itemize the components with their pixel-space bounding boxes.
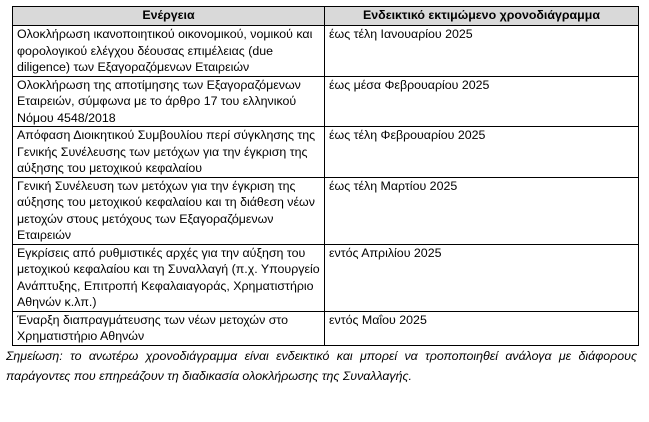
footnote: Σημείωση: το ανωτέρω χρονοδιάγραμμα είναι ενδεικτικό και μπορεί να τροποποιηθεί ανάλογα με διάφορους παράγοντες που επηρεάζουν τη διαδικασία ολοκλήρωσης της Συναλλαγής. <box>6 348 637 383</box>
timeline-cell: έως τέλη Μαρτίου 2025 <box>325 177 639 244</box>
timeline-cell: έως τέλη Ιανουαρίου 2025 <box>325 26 639 77</box>
timeline-table <box>12 6 639 346</box>
table-row <box>13 76 639 127</box>
table-row <box>13 177 639 244</box>
action-cell: Γενική Συνέλευση των μετόχων για την έγκριση της αύξησης του μετοχικού κεφαλαίου και τη διάθεση νέων μετοχών στους μετόχους των Εξαγοραζόμενων Εταιρειών <box>13 177 325 244</box>
timeline-cell: εντός Μαΐου 2025 <box>325 311 639 345</box>
table-row <box>13 311 639 345</box>
action-cell: Απόφαση Διοικητικού Συμβουλίου περί σύγκλησης της Γενικής Συνέλευσης των μετόχων για την έγκριση της αύξησης του μετοχικού κεφαλαίου <box>13 127 325 178</box>
header-timeline: Ενδεικτικό εκτιμώμενο χρονοδιάγραμμα <box>325 7 639 26</box>
table-header-row <box>13 7 639 26</box>
action-cell: Έναρξη διαπραγμάτευσης των νέων μετοχών στο Χρηματιστήριο Αθηνών <box>13 311 325 345</box>
table-row <box>13 244 639 311</box>
timeline-cell: εντός Απριλίου 2025 <box>325 244 639 311</box>
timeline-cell: έως τέλη Φεβρουαρίου 2025 <box>325 127 639 178</box>
header-action: Ενέργεια <box>13 7 325 26</box>
action-cell: Ολοκλήρωση της αποτίμησης των Εξαγοραζόμενων Εταιρειών, σύμφωνα με το άρθρο 17 του ελληνικού Νόμου 4548/2018 <box>13 76 325 127</box>
table-row <box>13 26 639 77</box>
timeline-cell: έως μέσα Φεβρουαρίου 2025 <box>325 76 639 127</box>
table-row <box>13 127 639 178</box>
action-cell: Ολοκλήρωση ικανοποιητικού οικονομικού, νομικού και φορολογικού ελέγχου δέουσας επιμέλειας (due diligence) των Εξαγοραζόμενων Εταιρειών <box>13 26 325 77</box>
action-cell: Εγκρίσεις από ρυθμιστικές αρχές για την αύξηση του μετοχικού κεφαλαίου και τη Συναλλαγή (π.χ. Υπουργείο Ανάπτυξης, Επιτροπή Κεφαλαιαγοράς, Χρηματιστήριο Αθηνών κ.λπ.) <box>13 244 325 311</box>
